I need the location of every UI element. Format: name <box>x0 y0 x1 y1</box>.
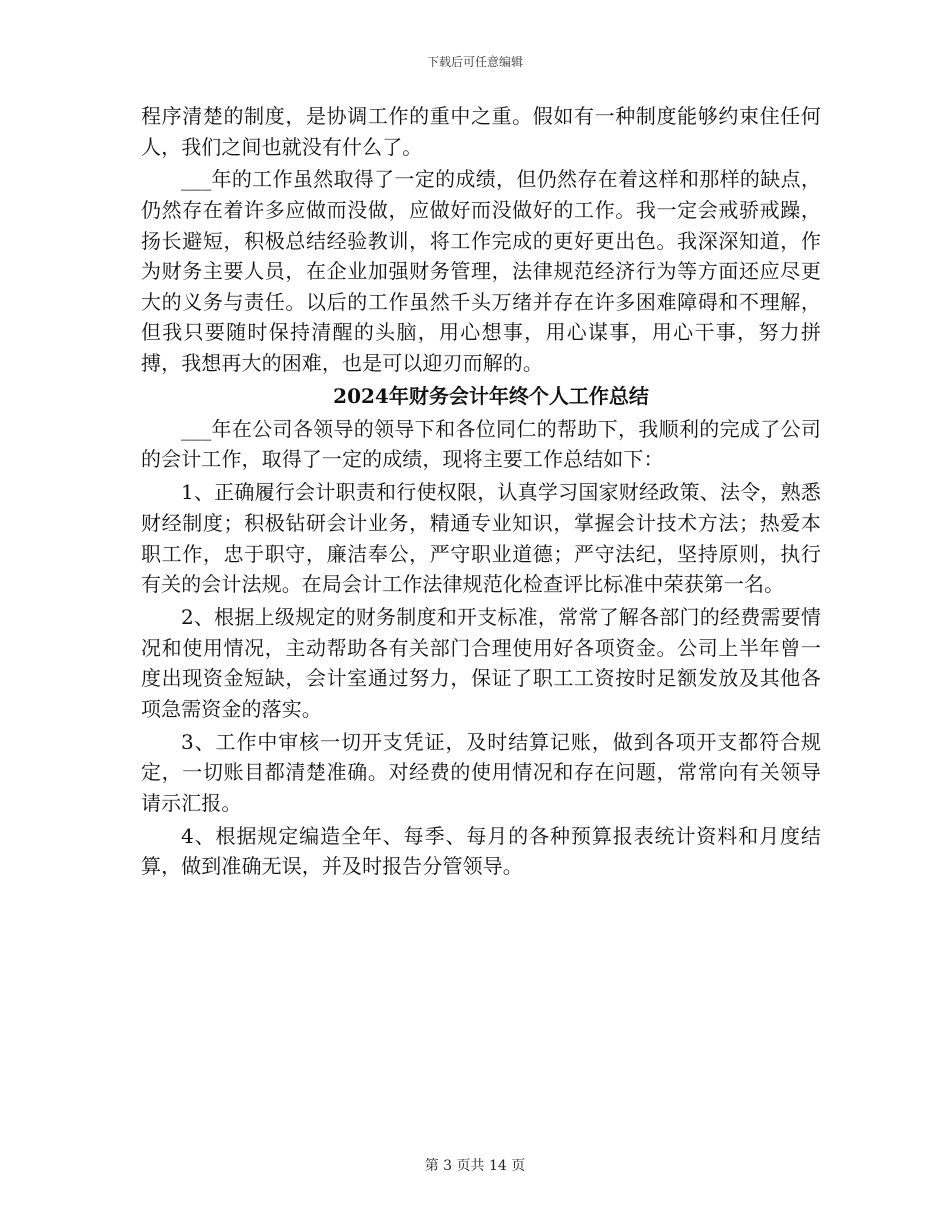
paragraph-item-1: 1、正确履行会计职责和行使权限，认真学习国家财经政策、法令，熟悉财经制度；积极钻研会计业务，精通专业知识，掌握会计技术方法；热爱本职工作，忠于职守，廉洁奉公，严守职业道德；严守法纪，坚持原则，执行有关的会计法规。在局会计工作法律规范化检查评比标准中荣获第一名。 <box>141 480 821 597</box>
document-body <box>141 101 821 882</box>
paragraph-item-4: 4、根据规定编造全年、每季、每月的各种预算报表统计资料和月度结算，做到准确无误，并及时报告分管领导。 <box>141 823 821 879</box>
paragraph-continuation: 程序清楚的制度，是协调工作的重中之重。假如有一种制度能够约束住任何人，我们之间也就没有什么了。 <box>141 104 821 159</box>
paragraph-self-reflection: ___年的工作虽然取得了一定的成绩，但仍然存在着这样和那样的缺点，仍然存在着许多应做而没做，应做好而没做好的工作。我一定会戒骄戒躁，扬长避短，积极总结经验教训，将工作完成的更好更出色。我深深知道，作为财务主要人员，在企业加强财务管理，法律规范经济行为等方面还应尽更大的义务与责任。以后的工作虽然千头万绪并存在许多困难障碍和不理解，但我只要随时保持清醒的头脑，用心想事，用心谋事，用心干事，努力拼搏，我想再大的困难，也是可以迎刃而解的。 <box>141 167 821 376</box>
page-header: 下载后可任意编辑 <box>426 55 523 69</box>
section-title: 2024年财务会计年终个人工作总结 <box>333 383 649 408</box>
paragraph-item-3: 3、工作中审核一切开支凭证，及时结算记账，做到各项开支都符合规定，一切账目都清楚准确。对经费的使用情况和存在问题，常常向有关领导请示汇报。 <box>141 729 821 815</box>
paragraph-item-2: 2、根据上级规定的财务制度和开支标准，常常了解各部门的经费需要情况和使用情况，主动帮助各有关部门合理使用好各项资金。公司上半年曾一度出现资金短缺，会计室通过努力，保证了职工工资按时足额发放及其他各项急需资金的落实。 <box>141 604 821 721</box>
page-number: 第 3 页共 14 页 <box>424 1158 526 1174</box>
paragraph-intro: ___年在公司各领导的领导下和各位同仁的帮助下，我顺利的完成了公司的会计工作，取得了一定的成绩，现将主要工作总结如下： <box>141 416 821 472</box>
